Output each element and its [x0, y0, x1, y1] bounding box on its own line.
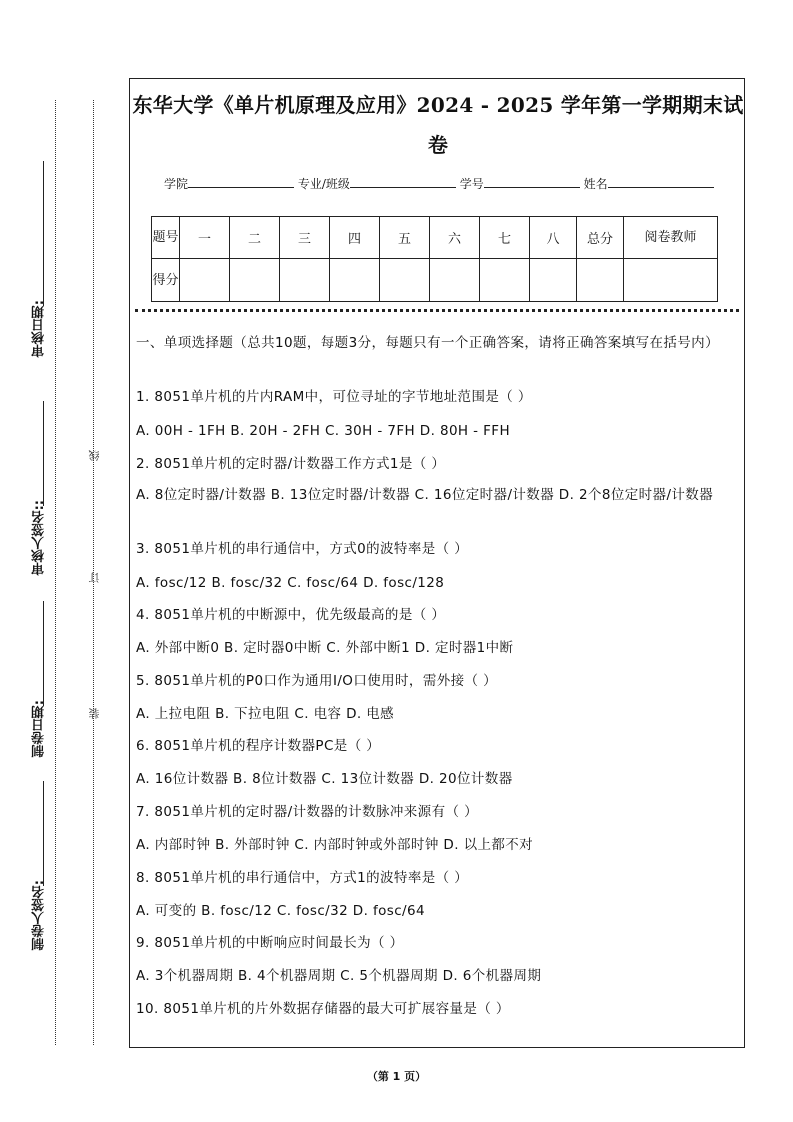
score-header-cell: 四 [330, 217, 380, 259]
score-total-cell[interactable] [577, 259, 624, 302]
score-input-cell[interactable] [180, 259, 230, 302]
score-input-cell[interactable] [380, 259, 430, 302]
binding-label-maker-date: 制卷日期: [32, 700, 47, 758]
field-label-major-class: 专业/班级 [297, 177, 350, 191]
question-3-options: A. fosc/12 B. fosc/32 C. fosc/64 D. fosc/128 [136, 575, 445, 591]
score-header-cell: 三 [280, 217, 330, 259]
question-1-options: A. 00H - 1FH B. 20H - 2FH C. 30H - 7FH D. 80H - FFH [136, 423, 511, 439]
binding-mark-ding: 订 [88, 572, 101, 583]
binding-label-review-date: 审核日期: [32, 300, 47, 358]
reviewer-signature-line [43, 401, 44, 506]
field-label-student-id: 学号 [459, 177, 484, 191]
score-input-cell[interactable] [230, 259, 280, 302]
question-8: 8. 8051单片机的串行通信中，方式1的波特率是（ ） [136, 870, 469, 886]
student-info-row [164, 175, 714, 192]
question-7-options: A. 内部时钟 B. 外部时钟 C. 内部时钟或外部时钟 D. 以上都不对 [136, 837, 534, 853]
score-table [151, 216, 718, 302]
exam-title-continued: 卷 [427, 133, 449, 157]
question-4-options: A. 外部中断0 B. 定时器0中断 C. 外部中断1 D. 定时器1中断 [136, 640, 514, 656]
grader-cell[interactable] [624, 259, 718, 302]
question-5-options: A. 上拉电阻 B. 下拉电阻 C. 电容 D. 电感 [136, 706, 395, 722]
binding-mark-zhuang: 装 [88, 708, 101, 719]
question-2-options: A. 8位定时器/计数器 B. 13位定时器/计数器 C. 16位定时器/计数器 D. 2个8位定时器/计数器 [136, 487, 714, 503]
score-header-cell: 六 [430, 217, 480, 259]
page-number: （第 1 页） [366, 1070, 427, 1083]
question-9: 9. 8051单片机的中断响应时间最长为（ ） [136, 935, 404, 951]
college-input-line[interactable] [188, 175, 294, 188]
score-input-cell[interactable] [280, 259, 330, 302]
section-heading: 一、单项选择题（总共10题，每题3分，每题只有一个正确答案，请将正确答案填写在括号内） [136, 335, 719, 351]
question-2: 2. 8051单片机的定时器/计数器工作方式1是（ ） [136, 456, 446, 472]
question-3: 3. 8051单片机的串行通信中，方式0的波特率是（ ） [136, 541, 469, 557]
question-6: 6. 8051单片机的程序计数器PC是（ ） [136, 738, 381, 754]
exam-paper [129, 78, 745, 1048]
review-date-line [43, 161, 44, 306]
score-input-cell[interactable] [480, 259, 530, 302]
name-input-line[interactable] [608, 175, 714, 188]
score-header-cell: 二 [230, 217, 280, 259]
score-header-total: 总分 [577, 217, 624, 259]
score-row-label: 得分 [152, 259, 180, 302]
score-header-cell: 五 [380, 217, 430, 259]
score-header-label: 题号 [152, 217, 180, 259]
major-class-input-line[interactable] [350, 175, 456, 188]
question-8-options: A. 可变的 B. fosc/12 C. fosc/32 D. fosc/64 [136, 903, 425, 919]
binding-mark-xian: 线 [88, 450, 101, 461]
question-7: 7. 8051单片机的定时器/计数器的计数脉冲来源有（ ） [136, 804, 478, 820]
student-id-input-line[interactable] [484, 175, 580, 188]
maker-date-line [43, 601, 44, 706]
score-input-cell[interactable] [330, 259, 380, 302]
binding-label-maker-signature: 制卷人签名: [32, 880, 47, 951]
field-label-college: 学院 [164, 177, 189, 191]
maker-signature-line [43, 781, 44, 886]
field-label-name: 姓名 [583, 177, 608, 191]
question-10: 10. 8051单片机的片外数据存储器的最大可扩展容量是（ ） [136, 1001, 510, 1017]
score-input-cell[interactable] [430, 259, 480, 302]
question-6-options: A. 16位计数器 B. 8位计数器 C. 13位计数器 D. 20位计数器 [136, 771, 513, 787]
question-5: 5. 8051单片机的P0口作为通用I/O口使用时，需外接（ ） [136, 673, 498, 689]
score-header-grader: 阅卷教师 [624, 217, 718, 259]
binding-label-reviewer-signature: 审核人签名:: [32, 500, 47, 576]
binding-dotted-line-outer [55, 100, 56, 1045]
score-input-cell[interactable] [530, 259, 577, 302]
score-header-cell: 七 [480, 217, 530, 259]
score-header-cell: 一 [180, 217, 230, 259]
question-4: 4. 8051单片机的中断源中，优先级最高的是（ ） [136, 607, 446, 623]
score-header-cell: 八 [530, 217, 577, 259]
exam-title: 东华大学《单片机原理及应用》2024 - 2025 学年第一学期期末试 [132, 93, 744, 117]
question-9-options: A. 3个机器周期 B. 4个机器周期 C. 5个机器周期 D. 6个机器周期 [136, 968, 542, 984]
question-1: 1. 8051单片机的片内RAM中，可位寻址的字节地址范围是（ ） [136, 389, 532, 405]
dotted-separator [135, 309, 739, 312]
